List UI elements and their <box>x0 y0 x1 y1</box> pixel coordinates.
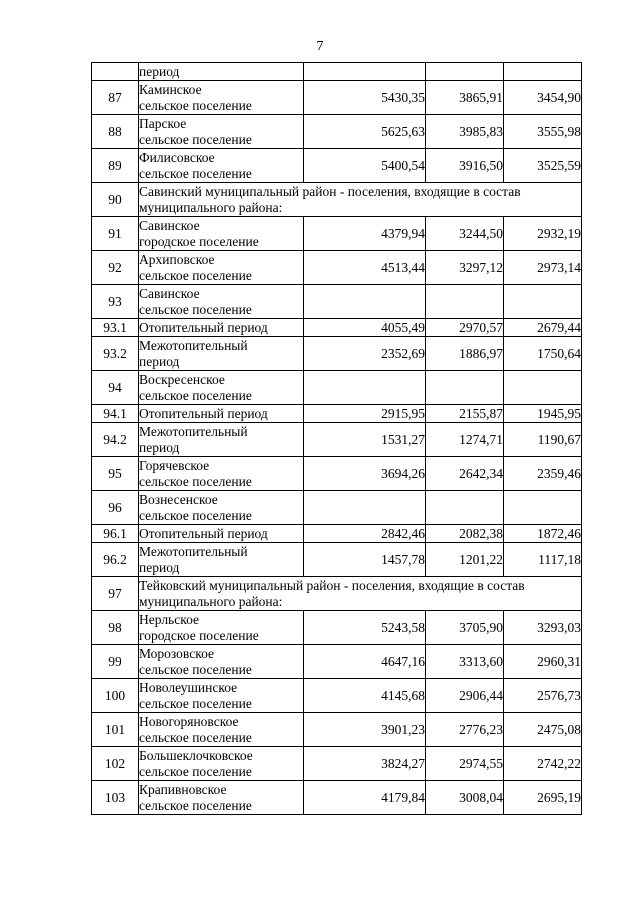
value-col-2 <box>426 491 504 525</box>
settlement-name: Савинское городское поселение <box>139 217 304 251</box>
value-col-1 <box>304 491 426 525</box>
table-row <box>92 319 582 337</box>
value-col-3: 2695,19 <box>504 781 582 815</box>
value-col-3: 2475,08 <box>504 713 582 747</box>
row-number: 87 <box>92 81 139 115</box>
value-col-2 <box>426 285 504 319</box>
value-col-2: 3865,91 <box>426 81 504 115</box>
settlement-name: Савинское сельское поселение <box>139 285 304 319</box>
row-number: 94.2 <box>92 423 139 457</box>
value-col-3: 2742,22 <box>504 747 582 781</box>
value-col-2: 2082,38 <box>426 525 504 543</box>
value-col-2 <box>426 371 504 405</box>
value-col-2: 3244,50 <box>426 217 504 251</box>
value-col-2: 3705,90 <box>426 611 504 645</box>
value-col-3 <box>504 285 582 319</box>
tariff-table <box>91 62 582 815</box>
value-col-2: 2974,55 <box>426 747 504 781</box>
table-row <box>92 543 582 577</box>
row-number: 99 <box>92 645 139 679</box>
row-number: 91 <box>92 217 139 251</box>
row-number: 89 <box>92 149 139 183</box>
value-col-3 <box>504 63 582 81</box>
settlement-name: Отопительный период <box>139 525 304 543</box>
value-col-1: 2842,46 <box>304 525 426 543</box>
value-col-1: 5430,35 <box>304 81 426 115</box>
value-col-2: 2776,23 <box>426 713 504 747</box>
value-col-2: 1886,97 <box>426 337 504 371</box>
settlement-name: Крапивновское сельское поселение <box>139 781 304 815</box>
value-col-3: 3525,59 <box>504 149 582 183</box>
settlement-name: Межотопительный период <box>139 423 304 457</box>
value-col-3 <box>504 371 582 405</box>
row-number: 100 <box>92 679 139 713</box>
table-row <box>92 423 582 457</box>
value-col-1 <box>304 285 426 319</box>
row-number: 90 <box>92 183 139 217</box>
value-col-1: 5243,58 <box>304 611 426 645</box>
value-col-2: 2155,87 <box>426 405 504 423</box>
value-col-1: 4379,94 <box>304 217 426 251</box>
table-row <box>92 611 582 645</box>
value-col-3: 2960,31 <box>504 645 582 679</box>
value-col-1 <box>304 63 426 81</box>
settlement-name: Большеклочковское сельское поселение <box>139 747 304 781</box>
settlement-name: Новолеушинское сельское поселение <box>139 679 304 713</box>
value-col-1: 3694,26 <box>304 457 426 491</box>
value-col-3: 1945,95 <box>504 405 582 423</box>
row-number: 101 <box>92 713 139 747</box>
value-col-3: 1117,18 <box>504 543 582 577</box>
value-col-3: 2359,46 <box>504 457 582 491</box>
table-row <box>92 371 582 405</box>
value-col-2: 3313,60 <box>426 645 504 679</box>
table-row <box>92 183 582 217</box>
value-col-3: 2576,73 <box>504 679 582 713</box>
settlement-name: Межотопительный период <box>139 337 304 371</box>
row-number: 94 <box>92 371 139 405</box>
settlement-name: Вознесенское сельское поселение <box>139 491 304 525</box>
table-row <box>92 781 582 815</box>
value-col-1: 1531,27 <box>304 423 426 457</box>
row-number: 93.2 <box>92 337 139 371</box>
value-col-2: 3008,04 <box>426 781 504 815</box>
settlement-name: Отопительный период <box>139 405 304 423</box>
value-col-3: 1190,67 <box>504 423 582 457</box>
row-number: 98 <box>92 611 139 645</box>
table-row <box>92 491 582 525</box>
settlement-name: Горячевское сельское поселение <box>139 457 304 491</box>
row-number: 103 <box>92 781 139 815</box>
table-row <box>92 525 582 543</box>
value-col-3: 2679,44 <box>504 319 582 337</box>
value-col-3: 3555,98 <box>504 115 582 149</box>
row-number: 88 <box>92 115 139 149</box>
table-row <box>92 679 582 713</box>
value-col-3: 1872,46 <box>504 525 582 543</box>
settlement-name: Отопительный период <box>139 319 304 337</box>
value-col-3: 2973,14 <box>504 251 582 285</box>
value-col-1: 5625,63 <box>304 115 426 149</box>
table-row <box>92 149 582 183</box>
table-row <box>92 405 582 423</box>
row-number: 92 <box>92 251 139 285</box>
value-col-1: 5400,54 <box>304 149 426 183</box>
row-number: 96.2 <box>92 543 139 577</box>
table-row <box>92 457 582 491</box>
value-col-3: 2932,19 <box>504 217 582 251</box>
value-col-1: 4055,49 <box>304 319 426 337</box>
row-number: 94.1 <box>92 405 139 423</box>
district-heading: Тейковский муниципальный район - поселения, входящие в состав муниципального района: <box>139 577 582 611</box>
table-row <box>92 645 582 679</box>
row-number: 93 <box>92 285 139 319</box>
row-number: 93.1 <box>92 319 139 337</box>
value-col-3: 3293,03 <box>504 611 582 645</box>
value-col-3 <box>504 491 582 525</box>
settlement-name: Каминское сельское поселение <box>139 81 304 115</box>
settlement-name: Воскресенское сельское поселение <box>139 371 304 405</box>
table-row <box>92 115 582 149</box>
value-col-1: 3824,27 <box>304 747 426 781</box>
settlement-name: Филисовское сельское поселение <box>139 149 304 183</box>
value-col-2: 3916,50 <box>426 149 504 183</box>
settlement-name: Морозовское сельское поселение <box>139 645 304 679</box>
page-number: 7 <box>316 39 324 54</box>
value-col-2: 3297,12 <box>426 251 504 285</box>
value-col-1: 4647,16 <box>304 645 426 679</box>
value-col-2 <box>426 63 504 81</box>
table-row <box>92 713 582 747</box>
row-number: 97 <box>92 577 139 611</box>
value-col-1: 1457,78 <box>304 543 426 577</box>
value-col-2: 2642,34 <box>426 457 504 491</box>
value-col-2: 3985,83 <box>426 115 504 149</box>
table-row <box>92 81 582 115</box>
value-col-1: 4145,68 <box>304 679 426 713</box>
value-col-1: 2352,69 <box>304 337 426 371</box>
settlement-name: Архиповское сельское поселение <box>139 251 304 285</box>
value-col-1: 3901,23 <box>304 713 426 747</box>
settlement-name: Парское сельское поселение <box>139 115 304 149</box>
settlement-name: период <box>139 63 304 81</box>
table-row <box>92 747 582 781</box>
table-row <box>92 63 582 81</box>
row-number: 95 <box>92 457 139 491</box>
settlement-name: Новогоряновское сельское поселение <box>139 713 304 747</box>
value-col-2: 2906,44 <box>426 679 504 713</box>
value-col-2: 1274,71 <box>426 423 504 457</box>
table-row <box>92 577 582 611</box>
value-col-1: 2915,95 <box>304 405 426 423</box>
value-col-1: 4179,84 <box>304 781 426 815</box>
value-col-3: 1750,64 <box>504 337 582 371</box>
table-row <box>92 251 582 285</box>
row-number: 96 <box>92 491 139 525</box>
row-number: 102 <box>92 747 139 781</box>
value-col-3: 3454,90 <box>504 81 582 115</box>
settlement-name: Нерльское городское поселение <box>139 611 304 645</box>
table-row <box>92 217 582 251</box>
settlement-name: Межотопительный период <box>139 543 304 577</box>
table-row <box>92 337 582 371</box>
value-col-1: 4513,44 <box>304 251 426 285</box>
value-col-1 <box>304 371 426 405</box>
district-heading: Савинский муниципальный район - поселения, входящие в состав муниципального района: <box>139 183 582 217</box>
row-number <box>92 63 139 81</box>
row-number: 96.1 <box>92 525 139 543</box>
value-col-2: 2970,57 <box>426 319 504 337</box>
value-col-2: 1201,22 <box>426 543 504 577</box>
table-row <box>92 285 582 319</box>
